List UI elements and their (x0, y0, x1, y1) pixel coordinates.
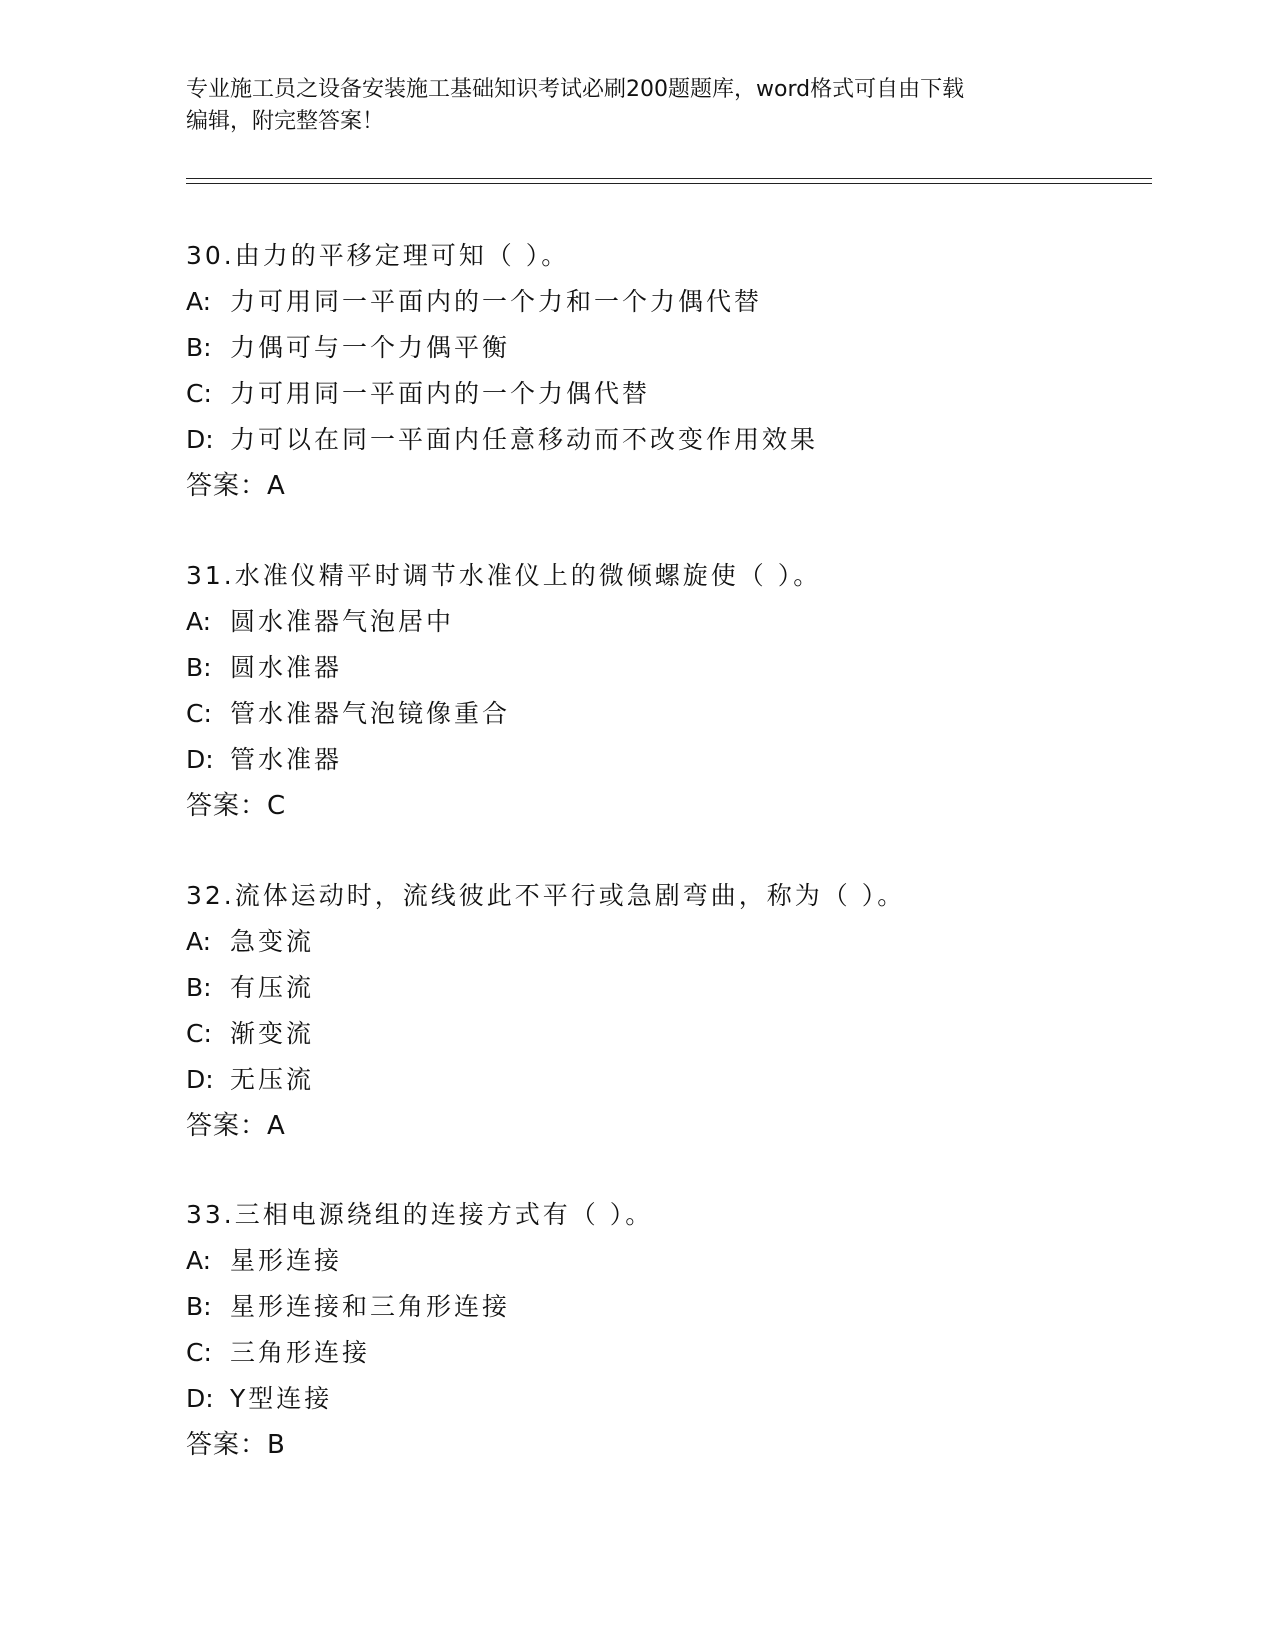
option-letter: C: (186, 379, 212, 408)
option-text: 圆水准器气泡居中 (230, 607, 455, 636)
option-text: 有压流 (230, 973, 315, 1002)
option-letter: C: (186, 699, 212, 728)
option-text: 无压流 (230, 1065, 315, 1094)
question-stem: 33.三相电源绕组的连接方式有（ ）。 (186, 1200, 654, 1229)
option-letter: B: (186, 333, 212, 362)
option-letter: B: (186, 653, 212, 682)
option-text: 管水准器气泡镜像重合 (230, 699, 511, 728)
option-text: 星形连接和三角形连接 (230, 1292, 511, 1321)
option-letter: B: (186, 1292, 212, 1321)
option-text: 力可以在同一平面内任意移动而不改变作用效果 (230, 425, 819, 454)
question-block (186, 1192, 1086, 1468)
option-d (186, 1376, 1086, 1422)
question-block (186, 553, 1086, 829)
option-text: 急变流 (230, 927, 315, 956)
option-letter: D: (186, 425, 214, 454)
option-b (186, 645, 1086, 691)
option-letter: C: (186, 1338, 212, 1367)
question-block (186, 873, 1086, 1149)
option-letter: D: (186, 1065, 214, 1094)
question-stem: 32.流体运动时，流线彼此不平行或急剧弯曲，称为（ ）。 (186, 881, 906, 910)
option-letter: A: (186, 287, 212, 316)
option-a (186, 1238, 1086, 1284)
header-line-1: 专业施工员之设备安装施工基础知识考试必刷200题题库，word格式可自由下载 (186, 77, 965, 102)
header-line-2: 编辑，附完整答案！ (186, 109, 385, 134)
answer-line: 答案：A (186, 471, 286, 501)
option-a (186, 599, 1086, 645)
option-d (186, 737, 1086, 783)
option-letter: C: (186, 1019, 212, 1048)
option-text: 渐变流 (230, 1019, 315, 1048)
option-b (186, 325, 1086, 371)
option-letter: B: (186, 973, 212, 1002)
option-text: 圆水准器 (230, 653, 343, 682)
option-c (186, 1330, 1086, 1376)
option-a (186, 919, 1086, 965)
header-divider-bottom (186, 183, 1152, 184)
document-header (186, 74, 1066, 138)
option-letter: D: (186, 1384, 214, 1413)
option-letter: D: (186, 745, 214, 774)
question-stem: 31.水准仪精平时调节水准仪上的微倾螺旋使（ ）。 (186, 561, 822, 590)
answer-line: 答案：C (186, 791, 287, 821)
option-c (186, 1011, 1086, 1057)
option-letter: A: (186, 1246, 212, 1275)
option-text: 力可用同一平面内的一个力偶代替 (230, 379, 651, 408)
option-text: Y型连接 (230, 1384, 333, 1413)
option-b (186, 965, 1086, 1011)
option-c (186, 691, 1086, 737)
option-d (186, 417, 1086, 463)
question-stem: 30.由力的平移定理可知（ ）。 (186, 241, 570, 270)
question-block (186, 233, 1086, 509)
answer-line: 答案：B (186, 1430, 286, 1460)
option-text: 力可用同一平面内的一个力和一个力偶代替 (230, 287, 763, 316)
header-divider-top (186, 178, 1152, 179)
option-text: 星形连接 (230, 1246, 343, 1275)
option-letter: A: (186, 607, 212, 636)
option-text: 力偶可与一个力偶平衡 (230, 333, 511, 362)
option-b (186, 1284, 1086, 1330)
answer-line: 答案：A (186, 1111, 286, 1141)
option-a (186, 279, 1086, 325)
option-text: 管水准器 (230, 745, 343, 774)
option-text: 三角形连接 (230, 1338, 371, 1367)
option-d (186, 1057, 1086, 1103)
option-letter: A: (186, 927, 212, 956)
option-c (186, 371, 1086, 417)
